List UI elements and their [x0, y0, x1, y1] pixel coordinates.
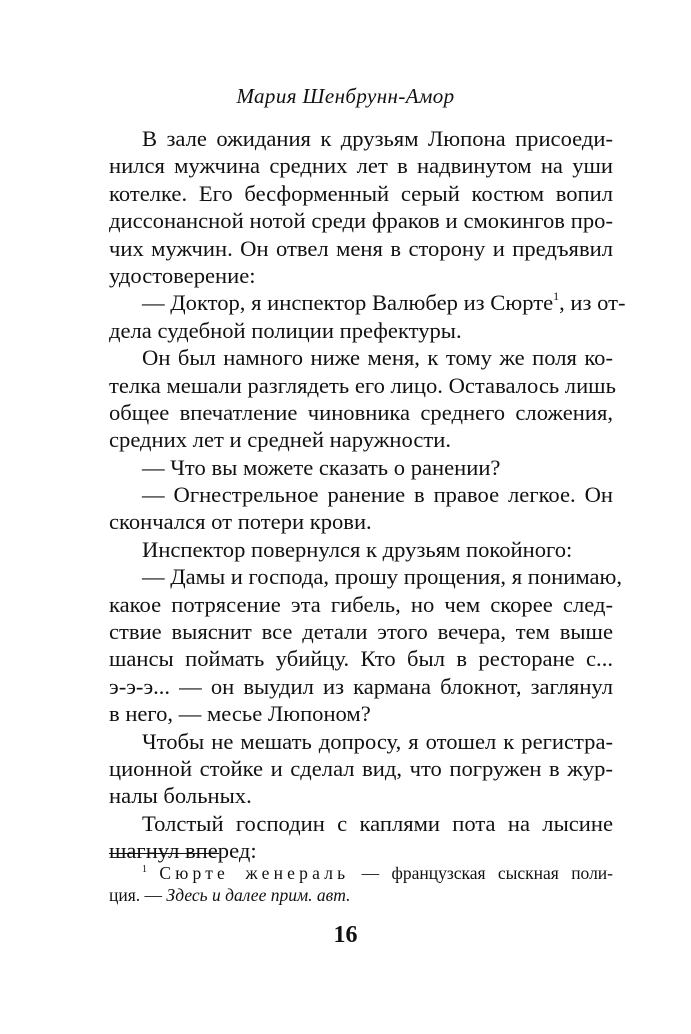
text-line: шансы поймать убийцу. Кто был в ресторане с... — [109, 646, 613, 672]
text-line: в него, — месье Люпоном? — [109, 701, 371, 727]
text-line: Он был намного ниже меня, к тому же поля ко- — [142, 345, 613, 371]
text-line: — Дамы и господа, прошу прощения, я понимаю, — [142, 564, 623, 590]
footnote-term: Сюрте женераль — [159, 863, 350, 883]
text-line: — Что вы можете сказать о ранении? — [142, 454, 501, 480]
text-fragment: — Доктор, я инспектор Валюбер из Сюрте — [142, 290, 554, 316]
text-line: налы больных. — [109, 783, 252, 809]
footnote — [109, 862, 613, 906]
text-line: В зале ожидания к друзьям Люпона присоеди- — [142, 126, 613, 151]
footnote-separator — [109, 853, 219, 854]
text-line: удостоверение: — [109, 262, 256, 288]
text-line: средних лет и средней наружности. — [109, 427, 451, 453]
footnote-line — [109, 862, 613, 884]
footnote-mark: 1 — [142, 864, 147, 875]
text-line: диссонансной нотой среди фраков и смокингов про- — [109, 208, 613, 234]
text-line: чих мужчин. Он отвел меня в сторону и предъявил — [109, 235, 613, 261]
footnote-reference: 1 — [553, 289, 560, 304]
text-line: Чтобы не мешать допросу, я отошел к регистра- — [142, 728, 613, 754]
main-text — [109, 125, 626, 865]
text-line: ствие выяснит все детали этого вечера, тем выше — [109, 619, 613, 645]
page-number: 16 — [333, 922, 358, 948]
text-line: Толстый господин с каплями пота на лысине — [142, 810, 613, 836]
text-line: Инспектор повернулся к друзьям покойного: — [142, 536, 573, 562]
text-line: э-э-э... — он выудил из кармана блокнот, заглянул — [109, 673, 613, 699]
text-line: шагнул вперед: — [109, 838, 257, 864]
text-line: ционной стойке и сделал вид, что погружен в жур- — [109, 755, 613, 781]
running-head-author: Мария Шенбрунн-Амор — [236, 84, 455, 108]
footnote-text: ция. — — [109, 885, 167, 905]
text-line: какое потрясение эта гибель, но чем скорее след- — [109, 591, 613, 617]
text-line-with-footnote-ref — [109, 289, 626, 316]
text-fragment: , из от- — [559, 290, 626, 316]
text-line: — Огнестрельное ранение в правое легкое. Он — [142, 482, 613, 508]
footnote-line — [109, 884, 613, 906]
footnote-text: — французская сыскная поли- — [349, 863, 614, 883]
text-line: дела судебной полиции префектуры. — [109, 317, 462, 343]
text-line: котелке. Его бесформенный серый костюм вопил — [109, 180, 613, 206]
footnote-attribution: Здесь и далее прим. авт. — [166, 885, 351, 905]
text-line: нился мужчина средних лет в надвинутом на уши — [109, 153, 613, 179]
text-line: скончался от потери крови. — [109, 509, 372, 535]
text-line: общее впечатление чиновника среднего сложения, — [109, 399, 613, 425]
text-line: телка мешали разглядеть его лицо. Оставалось лишь — [109, 372, 616, 398]
